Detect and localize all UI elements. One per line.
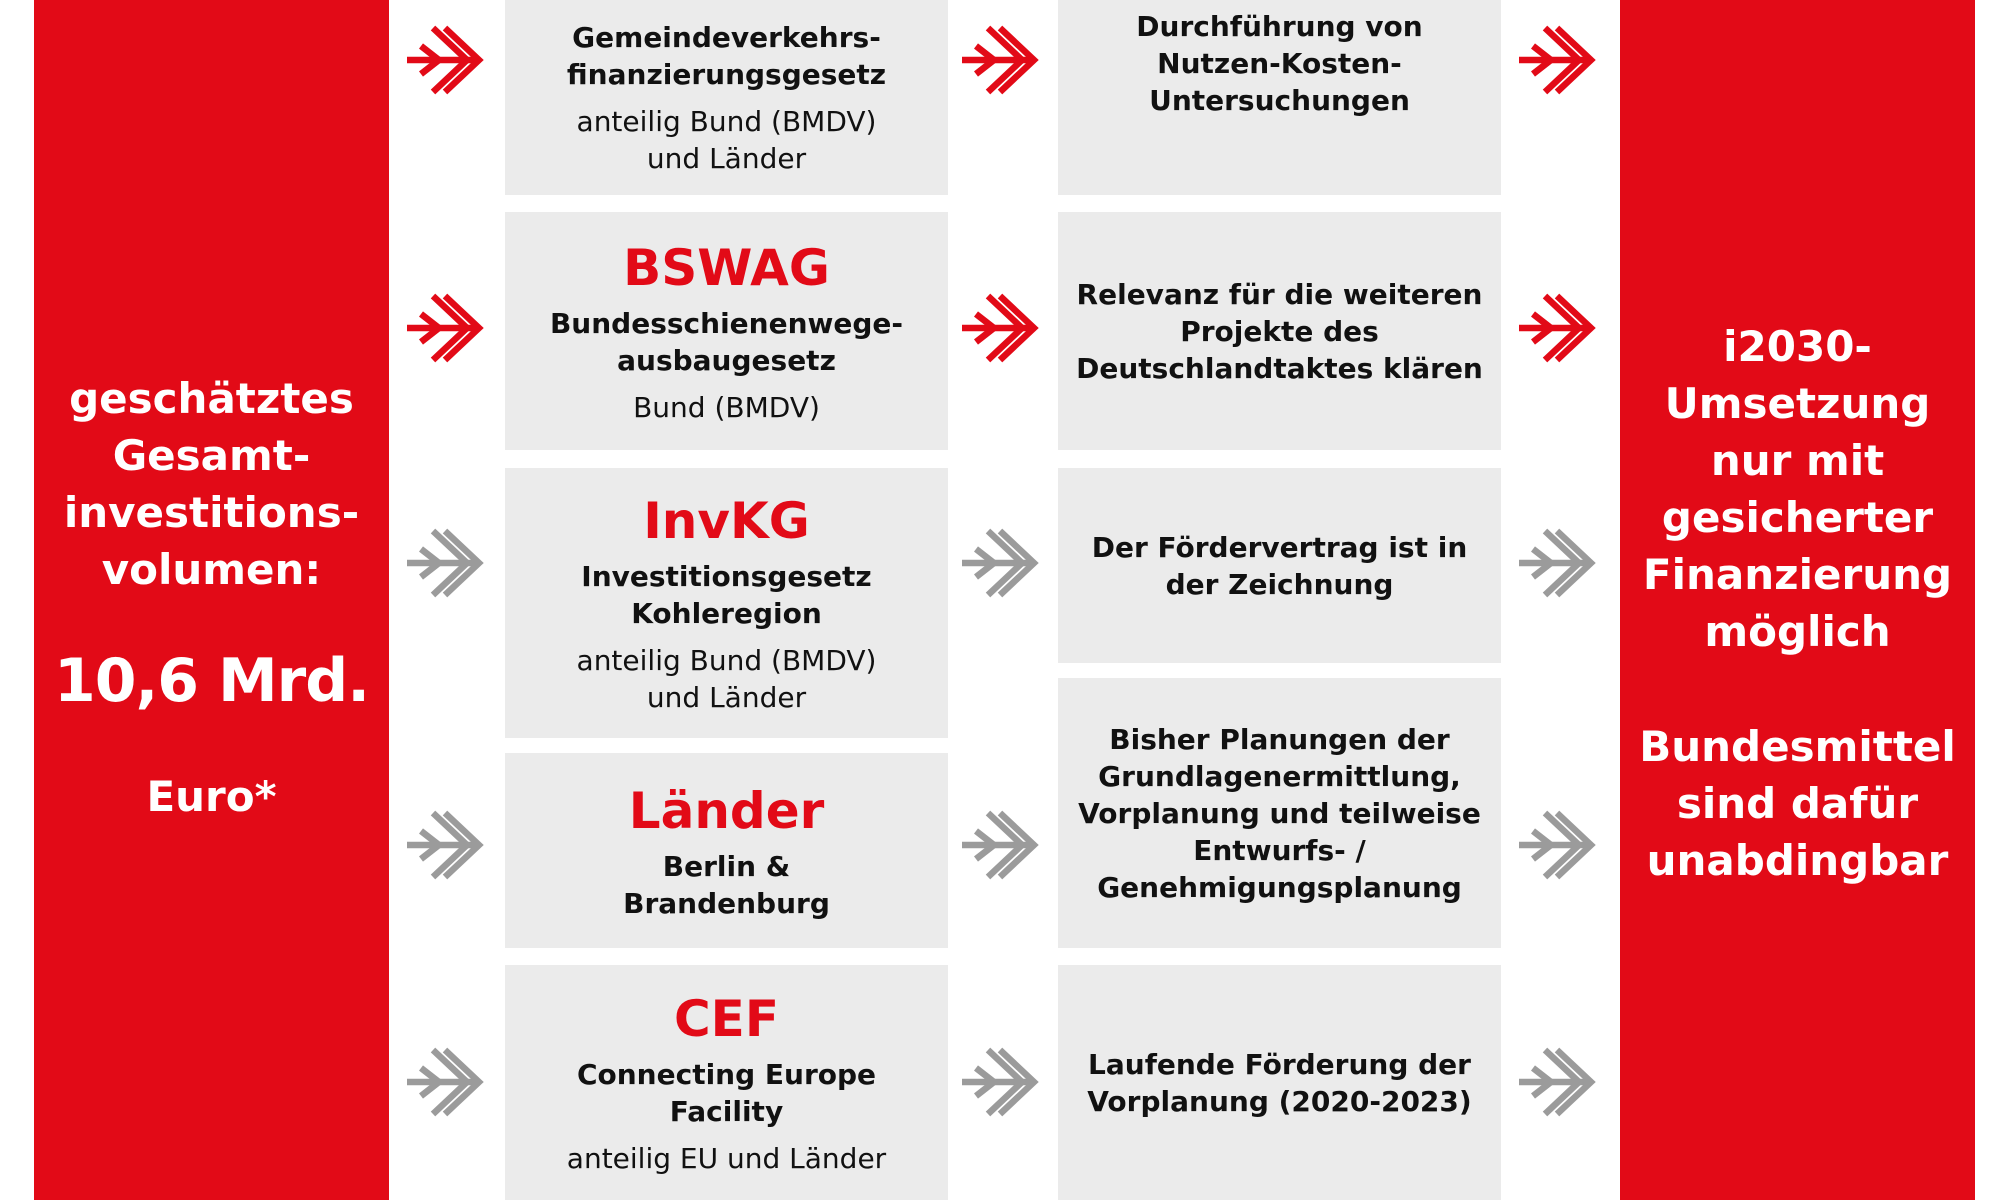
panel-text-line: Umsetzung [1664, 379, 1931, 428]
triple-chevron-arrow-icon [960, 523, 1040, 603]
status-text-line: Untersuchungen [1149, 84, 1410, 117]
triple-chevron-arrow-icon [960, 1042, 1040, 1122]
funding-source-box-bswag [505, 212, 948, 450]
funding-law-name: Facility [669, 1095, 784, 1128]
panel-text-line: geschätztes [69, 374, 354, 423]
panel-text-line: sind dafür [1676, 779, 1919, 828]
status-text-line: Deutschlandtaktes klären [1076, 351, 1483, 385]
panel-text-line: nur mit [1710, 436, 1885, 485]
panel-text-line: gesicherter [1661, 493, 1934, 542]
funding-payer: und Länder [646, 141, 807, 175]
investment-unit: Euro* [146, 772, 277, 821]
funding-law-name: Berlin & [662, 849, 791, 883]
status-text-line: Bisher Planungen der [1109, 722, 1450, 756]
triple-chevron-arrow-icon [960, 20, 1040, 100]
funding-payer: anteilig Bund (BMDV) [576, 104, 877, 138]
funding-law-name: Investitionsgesetz [581, 560, 872, 593]
funding-law-name: finanzierungsgesetz [566, 57, 887, 91]
triple-chevron-arrow-icon [960, 288, 1040, 368]
status-text-line: Grundlagenermittlung, [1098, 759, 1461, 793]
panel-text-line: Bundesmittel [1639, 722, 1956, 771]
triple-chevron-arrow-icon [1517, 1042, 1597, 1122]
panel-text-line: volumen: [101, 545, 322, 594]
triple-chevron-arrow-icon [1517, 288, 1597, 368]
status-text-line: Projekte des [1180, 314, 1379, 348]
status-text-line: Vorplanung (2020-2023) [1087, 1084, 1472, 1118]
panel-text-line: Gesamt- [112, 431, 311, 480]
funding-source-box-laender [505, 753, 948, 948]
status-text-line: Genehmigungsplanung [1097, 870, 1462, 904]
funding-source-box-gvfg [505, 0, 948, 195]
funding-payer: Bund (BMDV) [633, 390, 820, 424]
triple-chevron-arrow-icon [405, 1042, 485, 1122]
status-text-line: Relevanz für die weiteren [1076, 277, 1483, 311]
funding-payer: und Länder [646, 681, 807, 714]
status-text-line: Laufende Förderung der [1088, 1047, 1471, 1081]
status-text-line: der Zeichnung [1165, 567, 1394, 601]
triple-chevron-arrow-icon [1517, 20, 1597, 100]
investment-amount: 10,6 Mrd. [54, 646, 369, 716]
funding-source-title: InvKG [643, 492, 810, 550]
funding-source-box-invkg [505, 468, 948, 738]
status-box-foerdervertrag [1058, 468, 1501, 663]
conclusion-panel [1620, 0, 1975, 1200]
funding-source-title: Länder [628, 781, 825, 840]
status-text-line: Entwurfs- / [1193, 833, 1366, 867]
status-text-line: Der Fördervertrag ist in [1091, 530, 1468, 564]
funding-law-name: ausbaugesetz [617, 343, 836, 377]
funding-law-name: Kohleregion [631, 597, 822, 630]
funding-law-name: Bundesschienenwege- [549, 306, 904, 340]
triple-chevron-arrow-icon [405, 20, 485, 100]
panel-text-line: investitions- [63, 488, 360, 537]
triple-chevron-arrow-icon [405, 523, 485, 603]
funding-payer: anteilig Bund (BMDV) [576, 644, 877, 677]
status-text-line: Vorplanung und teilweise [1078, 796, 1481, 830]
status-box-planungen [1058, 678, 1501, 948]
panel-text-line: möglich [1704, 607, 1891, 656]
funding-law-name: Gemeindeverkehrs- [572, 20, 881, 54]
status-box-deutschlandtakt [1058, 212, 1501, 450]
panel-text-line: unabdingbar [1646, 836, 1949, 885]
status-box-vorplanung [1058, 965, 1501, 1200]
funding-payer: anteilig EU und Länder [566, 1142, 887, 1175]
panel-text-line: i2030- [1723, 322, 1872, 371]
triple-chevron-arrow-icon [1517, 805, 1597, 885]
funding-law-name: Connecting Europe [576, 1058, 877, 1091]
triple-chevron-arrow-icon [1517, 523, 1597, 603]
status-box-nku [1058, 0, 1501, 195]
status-text-line: Durchführung von [1136, 10, 1423, 43]
funding-law-name: Brandenburg [623, 886, 830, 920]
status-text-line: Nutzen-Kosten- [1157, 47, 1402, 80]
funding-source-title: BSWAG [623, 238, 830, 297]
triple-chevron-arrow-icon [405, 805, 485, 885]
triple-chevron-arrow-icon [405, 288, 485, 368]
funding-source-box-cef [505, 965, 948, 1200]
panel-text-line: Finanzierung [1642, 550, 1953, 599]
triple-chevron-arrow-icon [960, 805, 1040, 885]
investment-volume-panel [34, 0, 389, 1200]
funding-source-title: CEF [673, 990, 779, 1048]
